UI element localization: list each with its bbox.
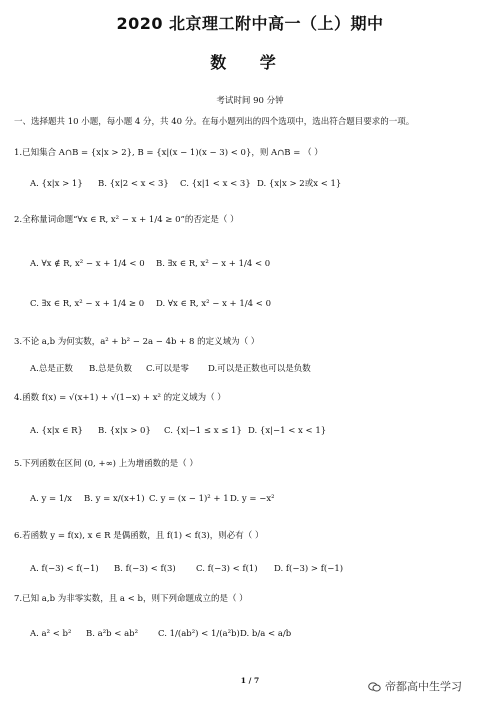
- question-5-option-d: D. y = −x²: [230, 494, 275, 504]
- subject-title: 数 学: [210, 53, 290, 72]
- question-5-stem: 5.下列函数在区间 (0, +∞) 上为增函数的是（ ）: [14, 459, 198, 469]
- question-4-option-d: D. {x|−1 < x < 1}: [248, 426, 327, 436]
- watermark: [368, 678, 462, 694]
- question-4-option-b: B. {x|x > 0}: [98, 426, 151, 436]
- question-3-option-c: C.可以是零: [146, 364, 189, 374]
- question-6-stem: 6.若函数 y = f(x), x ∈ R 是偶函数，且 f(1) < f(3)，则必有（ ）: [14, 531, 264, 541]
- question-4-stem: 4.函数 f(x) = √(x+1) + √(1−x) + x² 的定义域为（ ）: [14, 393, 226, 403]
- wechat-icon: [368, 682, 381, 692]
- question-5-option-c: C. y = (x − 1)² + 1: [149, 494, 229, 504]
- question-4-option-a: A. {x|x ∈ R}: [30, 426, 83, 436]
- question-2-option-a: A. ∀x ∉ R, x² − x + 1/4 < 0: [30, 259, 145, 269]
- question-3-option-a: A.总是正数: [30, 364, 73, 374]
- question-1-option-c: C. {x|1 < x < 3}: [180, 179, 251, 189]
- page-number: 1 / 7: [240, 676, 260, 685]
- question-2-option-d: D. ∀x ∈ R, x² − x + 1/4 < 0: [156, 299, 271, 309]
- question-2-stem: 2.全称量词命题“∀x ∈ R, x² − x + 1/4 ≥ 0”的否定是（ ）: [14, 215, 239, 225]
- question-6-option-b: B. f(−3) < f(3): [114, 564, 176, 574]
- question-5-option-b: B. y = x/(x+1): [84, 494, 145, 504]
- exam-time: 考试时间 90 分钟: [216, 96, 284, 106]
- section-instruction: 一、选择题共 10 小题，每小题 4 分，共 40 分。在每小题列出的四个选项中，选出符合题目要求的一项。: [14, 117, 415, 127]
- question-7-option-d: D. b/a < a/b: [240, 629, 292, 639]
- question-7-option-b: B. a²b < ab²: [86, 629, 139, 639]
- question-7-option-c: C. 1/(ab²) < 1/(a²b): [158, 629, 240, 639]
- question-1-option-a: A. {x|x > 1}: [30, 179, 83, 189]
- question-1-stem: 1.已知集合 A∩B = {x|x > 2}, B = {x|(x − 1)(x − 3) < 0}，则 A∩B = （ ）: [14, 148, 323, 158]
- question-3-stem: 3.不论 a,b 为何实数，a² + b² − 2a − 4b + 8 的定义域为（ ）: [14, 337, 260, 347]
- question-1-option-d: D. {x|x > 2或x < 1}: [257, 179, 342, 189]
- question-6-option-a: A. f(−3) < f(−1): [30, 564, 99, 574]
- question-3-option-d: D.可以是正数也可以是负数: [208, 364, 311, 374]
- question-7-option-a: A. a² < b²: [30, 629, 72, 639]
- question-2-option-b: B. ∃x ∈ R, x² − x + 1/4 < 0: [156, 259, 271, 269]
- exam-title: 2020 北京理工附中高一（上）期中: [116, 14, 384, 33]
- question-7-stem: 7.已知 a,b 为非零实数，且 a < b，则下列命题成立的是（ ）: [14, 594, 248, 604]
- question-1-option-b: B. {x|2 < x < 3}: [98, 179, 169, 189]
- question-3-option-b: B.总是负数: [89, 364, 132, 374]
- question-4-option-c: C. {x|−1 ≤ x ≤ 1}: [164, 426, 242, 436]
- question-6-option-c: C. f(−3) < f(1): [196, 564, 258, 574]
- question-6-option-d: D. f(−3) > f(−1): [274, 564, 344, 574]
- question-5-option-a: A. y = 1/x: [30, 494, 72, 504]
- question-2-option-c: C. ∃x ∈ R, x² − x + 1/4 ≥ 0: [30, 299, 145, 309]
- watermark-text: 帝都高中生学习: [385, 680, 462, 693]
